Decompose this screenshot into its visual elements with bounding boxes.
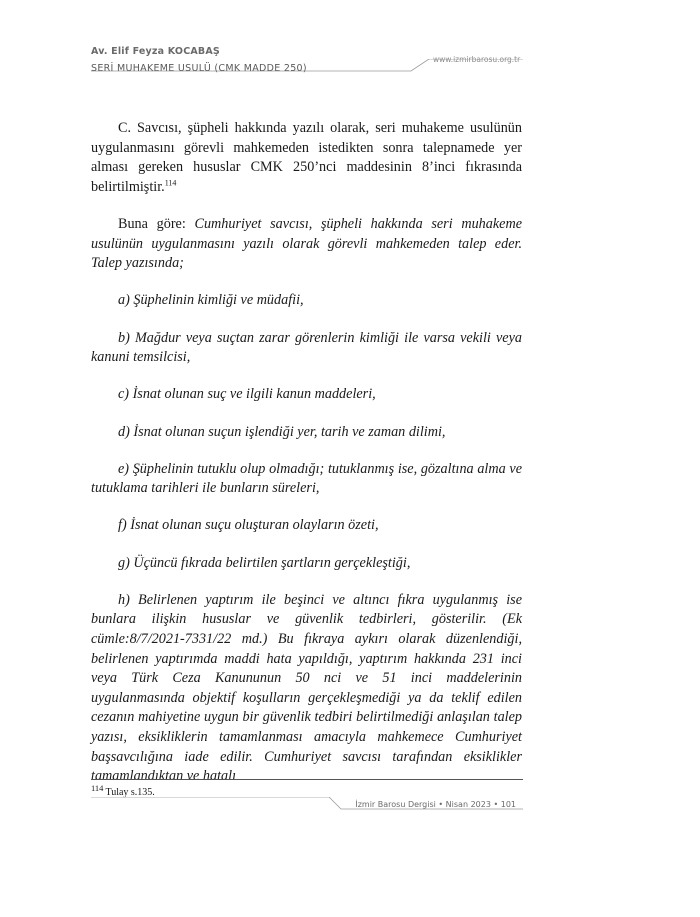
list-item-g: g) Üçüncü fıkrada belirtilen şartların gerçekleştiği,	[118, 554, 411, 571]
list-item-b: b) Mağdur veya suçtan zarar görenlerin kimliği ile varsa vekili veya kanuni temsilcisi,	[91, 329, 522, 366]
footer-text: İzmir Barosu Dergisi • Nisan 2023 • 101	[355, 800, 516, 809]
paragraph-according	[91, 215, 522, 274]
header-title: SERİ MUHAKEME USULÜ (CMK MADDE 250)	[91, 63, 307, 74]
footnote-text: Tulay s.135.	[105, 787, 155, 798]
page-body	[91, 119, 522, 787]
list-item-e: e) Şüphelinin tutuklu olup olmadığı; tutuklanmış ise, gözaltına alma ve tutuklama tarihleri ile bunların süreleri,	[91, 460, 522, 497]
header-url: www.izmirbarosu.org.tr	[433, 55, 521, 64]
paragraph-according-quote: Cumhuriyet savcısı, şüpheli hakkında seri muhakeme usulünün uygulanmasını yazılı olarak görevli mahkemeden talep eder. Talep yazısında;	[91, 215, 522, 272]
footnote-number: 114	[91, 782, 104, 793]
list-item-c: c) İsnat olunan suç ve ilgili kanun maddeleri,	[118, 386, 376, 403]
list-item-a: a) Şüphelinin kimliği ve müdafii,	[118, 292, 304, 309]
list-item-h: h) Belirlenen yaptırım ile beşinci ve altıncı fıkra uygulanmış ise bunlara ilişkin hususlar ve güvenlik tedbirleri, gösterilir. (Ek cümle:8/7/2021-7331/22 md.) Bu fıkraya aykırı olarak düzenlendiği, belirlenen yaptırımda maddi hata yapıldığı, yaptırım hakkında 231 inci veya Türk Ceza Kanununun 50 nci ve 51 inci maddelerinin uygulanmasında objektif koşulların gerçekleşmediği ya da teklif edilen cezanın mahiyetine uygun bir güvenlik tedbiri belirtilmediği anlaşılan talep yazısı, eksikliklerin tamamlanması amacıyla mahkemece Cumhuriyet başsavcılığına iade edilir. Cumhuriyet savcısı tarafından eksiklikler tamamlandıktan ve hatalı	[91, 591, 522, 785]
paragraph-intro	[91, 119, 522, 197]
paragraph-according-lead: Buna göre:	[118, 215, 195, 232]
list-item-d: d) İsnat olunan suçun işlendiği yer, tarih ve zaman dilimi,	[118, 423, 446, 440]
paragraph-intro-text: C. Savcısı, şüpheli hakkında yazılı olarak, seri muhakeme usulünün uygulanmasını görevli mahkemeden istedikten sonra talepnamede yer alması gereken hususlar CMK 250’nci maddesinin 8’inci fıkrasında belirtilmiştir.	[91, 120, 522, 195]
header-author: Av. Elif Feyza KOCABAŞ	[91, 46, 220, 57]
footnote-ref: 114	[164, 178, 177, 188]
list-item-f: f) İsnat olunan suçu oluşturan olayların özeti,	[118, 517, 379, 534]
footnote-divider	[91, 779, 523, 780]
